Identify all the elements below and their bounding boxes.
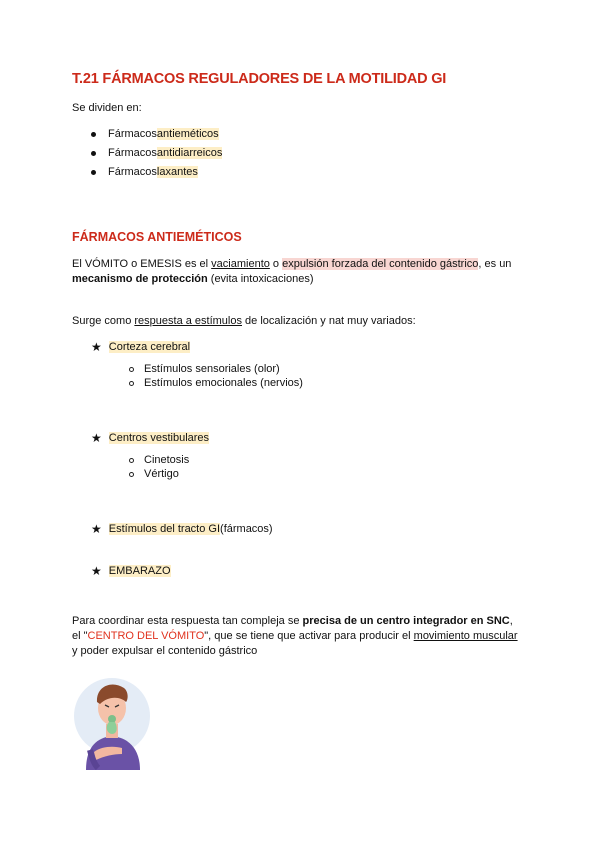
sub-item: Cinetosis bbox=[129, 454, 189, 466]
circle-bullet-icon bbox=[129, 472, 134, 477]
stimulus-item: ★ Centros vestibulares bbox=[91, 431, 210, 445]
circle-bullet-icon bbox=[129, 367, 134, 372]
sub-item: Estímulos sensoriales (olor) bbox=[129, 363, 280, 375]
definition-line-2: mecanismo de protección (evita intoxicaciones) bbox=[72, 273, 314, 285]
definition-line-1: El VÓMITO o EMESIS es el vaciamiento o expulsión forzada del contenido gástrico, es un bbox=[72, 258, 512, 270]
coord-line-1: Para coordinar esta respuesta tan compleja se precisa de un centro integrador en SNC, bbox=[72, 615, 513, 627]
coord-line-2: el "CENTRO DEL VÓMITO", que se tiene que activar para producir el movimiento muscular bbox=[72, 630, 518, 642]
page-title: T.21 FÁRMACOS REGULADORES DE LA MOTILIDAD GI bbox=[72, 71, 447, 87]
surge-text: Surge como respuesta a estímulos de localización y nat muy variados: bbox=[72, 315, 416, 327]
star-bullet-icon: ★ bbox=[91, 431, 102, 445]
star-bullet-icon: ★ bbox=[91, 340, 102, 354]
bullet-icon bbox=[91, 151, 96, 156]
list-item: Fármacos laxantes bbox=[91, 166, 198, 178]
sub-item: Estímulos emocionales (nervios) bbox=[129, 377, 303, 389]
bullet-icon bbox=[91, 132, 96, 137]
section-title: FÁRMACOS ANTIEMÉTICOS bbox=[72, 230, 242, 244]
person-vomiting-illustration bbox=[72, 672, 158, 770]
coord-line-3: y poder expulsar el contenido gástrico bbox=[72, 645, 258, 657]
star-bullet-icon: ★ bbox=[91, 522, 102, 536]
list-item: Fármacos antidiarreicos bbox=[91, 147, 222, 159]
circle-bullet-icon bbox=[129, 458, 134, 463]
list-item: Fármacos antieméticos bbox=[91, 128, 219, 140]
intro-text: Se dividen en: bbox=[72, 102, 142, 114]
sub-item: Vértigo bbox=[129, 468, 179, 480]
star-bullet-icon: ★ bbox=[91, 564, 102, 578]
bullet-icon bbox=[91, 170, 96, 175]
stimulus-item: ★ Corteza cerebral bbox=[91, 340, 191, 354]
circle-bullet-icon bbox=[129, 381, 134, 386]
stimulus-item: ★ Estímulos del tracto GI (fármacos) bbox=[91, 522, 273, 536]
stimulus-item: ★ EMBARAZO bbox=[91, 564, 171, 578]
